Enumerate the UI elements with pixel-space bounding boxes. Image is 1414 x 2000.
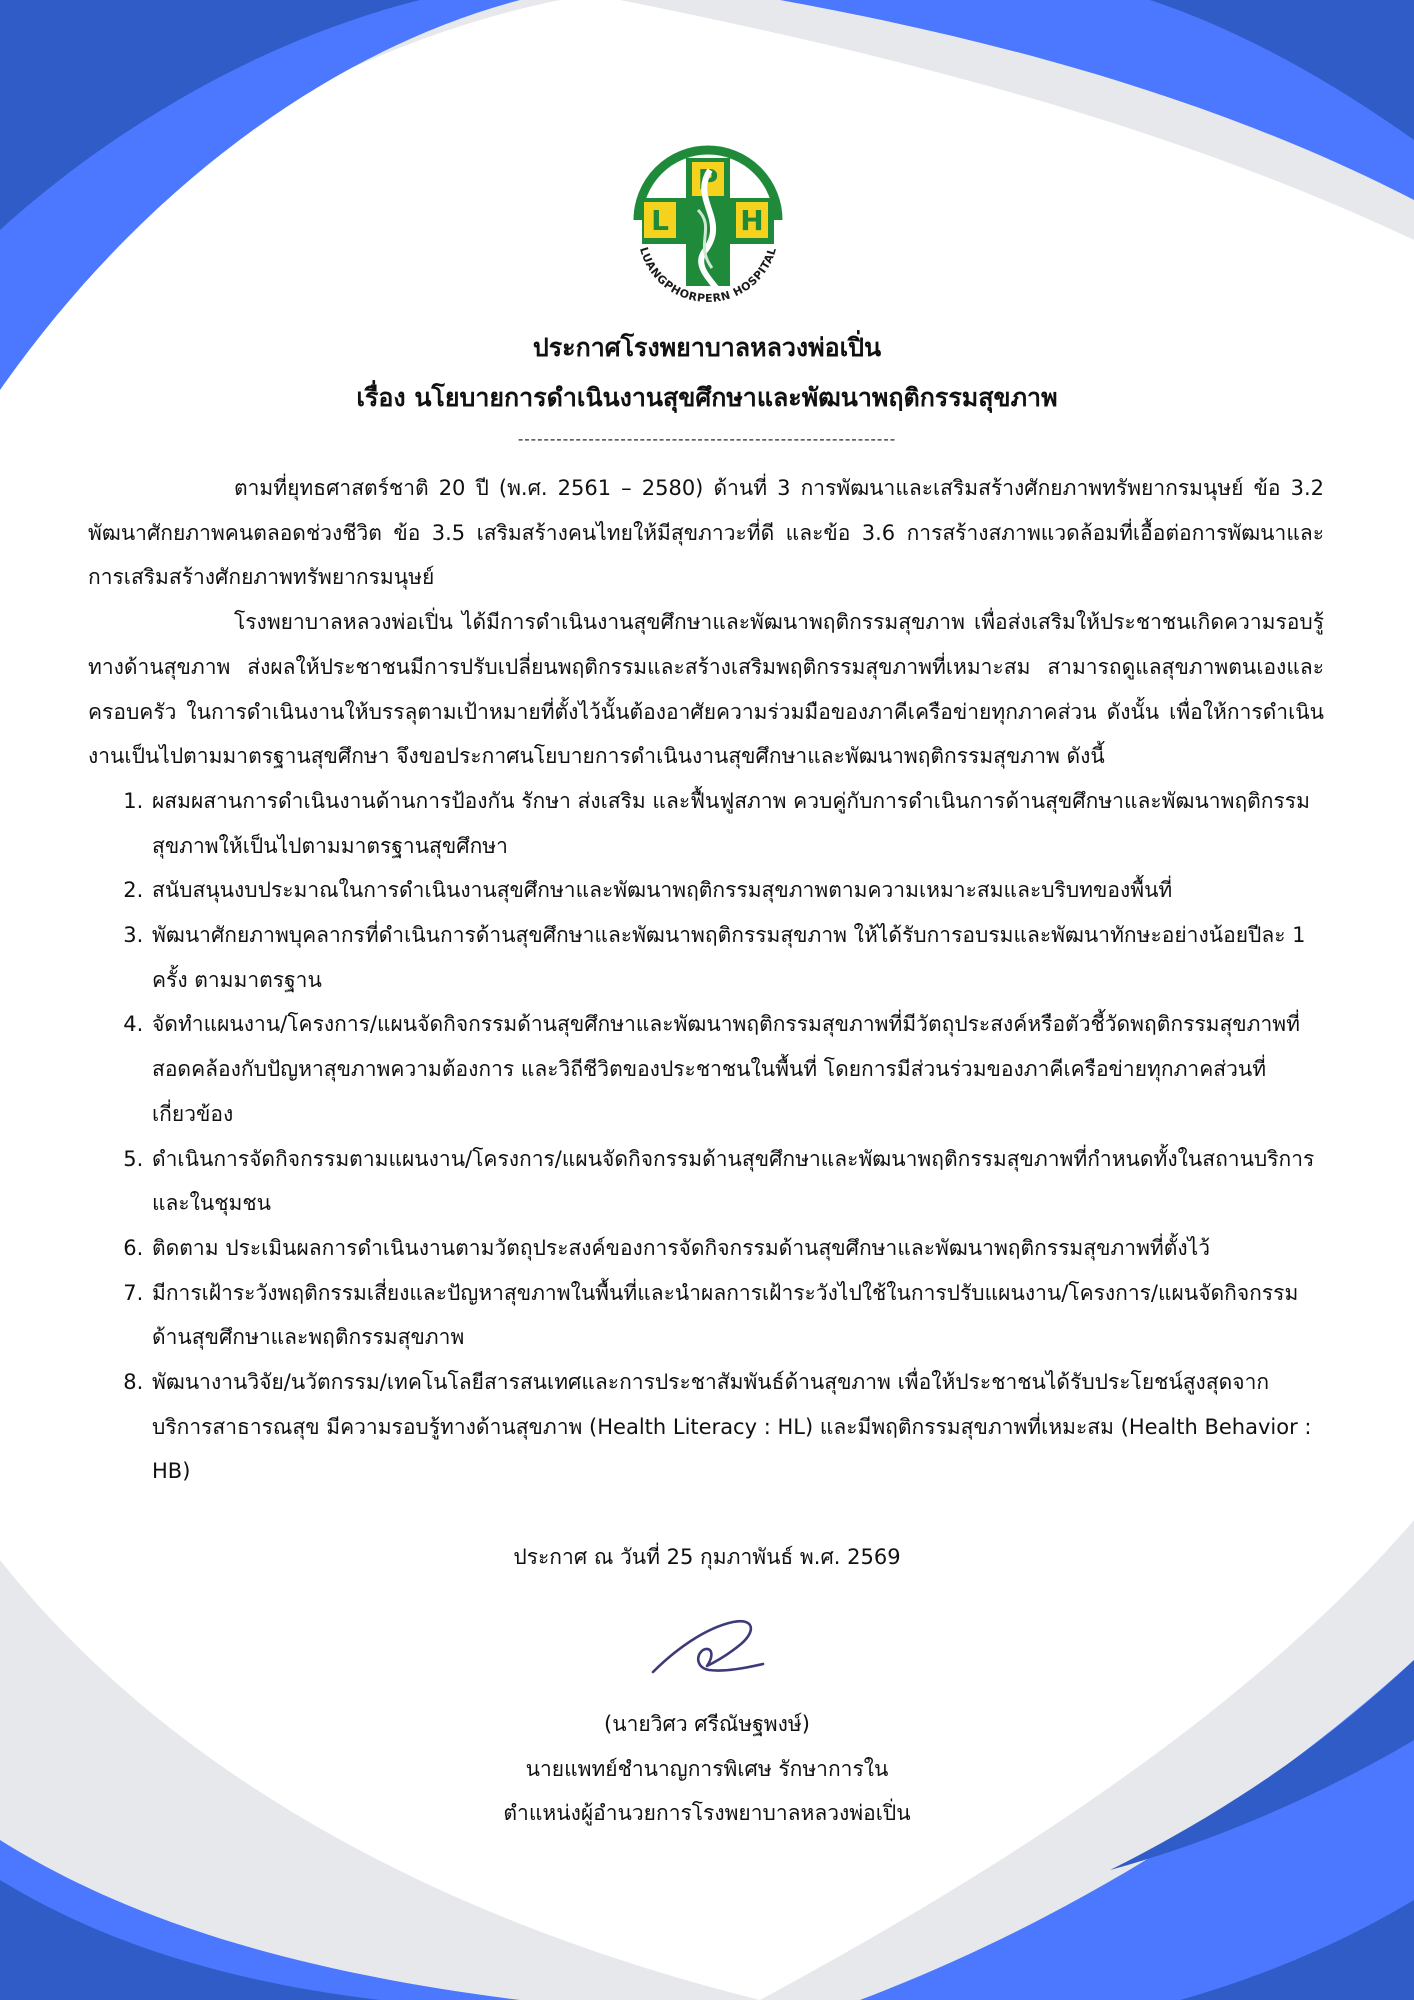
separator-line: ----------------------------------------------------------- bbox=[517, 430, 897, 448]
logo-letter-h: H bbox=[740, 204, 764, 237]
policy-item: 1. ผสมผสานการดำเนินงานด้านการป้องกัน รักษา ส่งเสริม และฟื้นฟูสภาพ ควบคู่กับการดำเนินการด้านสุขศึกษาและพัฒนาพฤติกรรมสุขภาพให้เป็นไปตามมาตรฐานสุขศึกษา bbox=[150, 779, 1324, 868]
signer-position: นายแพทย์ชำนาญการพิเศษ รักษาการใน bbox=[525, 1756, 889, 1781]
policy-item: 6. ติดตาม ประเมินผลการดำเนินงานตามวัตถุประสงค์ของการจัดกิจกรรมด้านสุขศึกษาและพัฒนาพฤติกรรมสุขภาพที่ตั้งไว้ bbox=[150, 1226, 1324, 1271]
hospital-logo bbox=[620, 140, 796, 320]
policy-item: 5. ดำเนินการจัดกิจกรรมตามแผนงาน/โครงการ/แผนจัดกิจกรรมด้านสุขศึกษาและพัฒนาพฤติกรรมสุขภาพที่กำหนดทั้งในสถานบริการและในชุมชน bbox=[150, 1137, 1324, 1226]
policy-item: 3. พัฒนาศักยภาพบุคลากรที่ดำเนินการด้านสุขศึกษาและพัฒนาพฤติกรรมสุขภาพ ให้ได้รับการอบรมและพัฒนาทักษะอย่างน้อยปีละ 1 ครั้ง ตามมาตรฐาน bbox=[150, 913, 1324, 1002]
policy-item: 7. มีการเฝ้าระวังพฤติกรรมเสี่ยงและปัญหาสุขภาพในพื้นที่และนำผลการเฝ้าระวังไปใช้ในการปรับแผนงาน/โครงการ/แผนจัดกิจกรรมด้านสุขศึกษาและพฤติกรรมสุขภาพ bbox=[150, 1271, 1324, 1360]
policy-item: 2. สนับสนุนงบประมาณในการดำเนินงานสุขศึกษาและพัฒนาพฤติกรรมสุขภาพตามความเหมาะสมและบริบทของพื้นที่ bbox=[150, 868, 1324, 913]
policy-item: 8. พัฒนางานวิจัย/นวัตกรรม/เทคโนโลยีสารสนเทศและการประชาสัมพันธ์ด้านสุขภาพ เพื่อให้ประชาชนได้รับประโยชน์สูงสุดจากบริการสาธารณสุข มีความรอบรู้ทางด้านสุขภาพ (Health Literacy : HL) และมีพฤติกรรมสุขภาพที่เหมะสม (Health Behavior : HB) bbox=[150, 1360, 1324, 1494]
logo-letter-p: P bbox=[697, 163, 719, 196]
announcement-title: ประกาศโรงพยาบาลหลวงพ่อเปิ่น bbox=[532, 333, 882, 362]
announcement-subject: เรื่อง นโยบายการดำเนินงานสุขศึกษาและพัฒนาพฤติกรรมสุขภาพ bbox=[356, 383, 1058, 412]
logo-arc-text: LUANGPHORPERN HOSPITAL bbox=[637, 245, 779, 306]
logo-letter-l: L bbox=[651, 204, 669, 237]
paragraph-strategy: ตามที่ยุทธศาสตร์ชาติ 20 ปี (พ.ศ. 2561 – 2580) ด้านที่ 3 การพัฒนาและเสริมสร้างศักยภาพทรัพยากรมนุษย์ ข้อ 3.2 พัฒนาศักยภาพคนตลอดช่วงชีวิต ข้อ 3.5 เสริมสร้างคนไทยให้มีสุขภาวะที่ดี และข้อ 3.6 การสร้างสภาพแวดล้อมที่เอื้อต่อการพัฒนาและการเสริมสร้างศักยภาพทรัพยากรมนุษย์ bbox=[88, 476, 1324, 590]
announcement-body bbox=[88, 466, 1324, 1494]
policy-item: 4. จัดทำแผนงาน/โครงการ/แผนจัดกิจกรรมด้านสุขศึกษาและพัฒนาพฤติกรรมสุขภาพที่มีวัตถุประสงค์หรือตัวชี้วัดพฤติกรรมสุขภาพที่สอดคล้องกับปัญหาสุขภาพความต้องการ และวิถีชีวิตของประชาชนในพื้นที่ โดยการมีส่วนร่วมของภาคีเครือข่ายทุกภาคส่วนที่เกี่ยวข้อง bbox=[150, 1002, 1324, 1136]
announce-date: ประกาศ ณ วันที่ 25 กุมภาพันธ์ พ.ศ. 2569 bbox=[513, 1545, 901, 1569]
policy-list bbox=[88, 779, 1324, 1494]
paragraph-intro: โรงพยาบาลหลวงพ่อเปิ่น ได้มีการดำเนินงานสุขศึกษาและพัฒนาพฤติกรรมสุขภาพ เพื่อส่งเสริมให้ประชาชนเกิดความรอบรู้ทางด้านสุขภาพ ส่งผลให้ประชาชนมีการปรับเปลี่ยนพฤติกรรมและสร้างเสริมพฤติกรรมสุขภาพที่เหมาะสม สามารถดูแลสุขภาพตนเองและครอบครัว ในการดำเนินงานให้บรรลุตามเป้าหมายที่ตั้งไว้นั้นต้องอาศัยความร่วมมือของภาคีเครือข่ายทุกภาคส่วน ดังนั้น เพื่อให้การดำเนินงานเป็นไปตามมาตรฐานสุขศึกษา จึงขอประกาศนโยบายการดำเนินงานสุขศึกษาและพัฒนาพฤติกรรมสุขภาพ ดังนี้ bbox=[88, 610, 1324, 769]
signer-name: (นายวิศว ศรีณัษฐพงษ์) bbox=[604, 1712, 810, 1736]
signer-title: ตำแหน่งผู้อำนวยการโรงพยาบาลหลวงพ่อเปิ่น bbox=[503, 1801, 911, 1825]
signature-image bbox=[645, 1610, 770, 1690]
signature-block bbox=[0, 1702, 1414, 1836]
